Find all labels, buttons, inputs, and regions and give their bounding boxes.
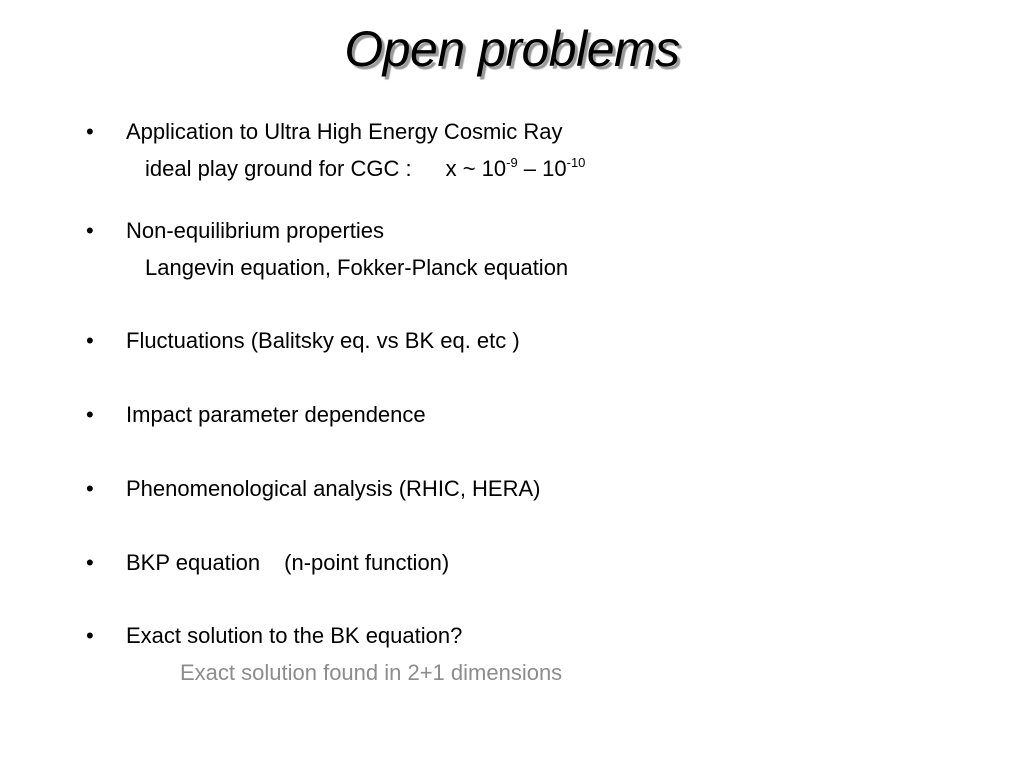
- bullet-icon: •: [86, 402, 94, 427]
- bkp-label: BKP equation: [126, 550, 261, 575]
- bullet-item-fluctuations: Fluctuations (Balitsky eq. vs BK eq. etc ): [126, 328, 520, 353]
- bullet-item-non-equilibrium: Non-equilibrium properties: [126, 218, 385, 243]
- x-range-exponent-2: -10: [566, 155, 586, 170]
- bullet-icon: •: [86, 218, 94, 243]
- bullet-icon: •: [86, 328, 94, 353]
- bullet-item-bkp: [126, 550, 449, 576]
- bullet-note-2plus1: Exact solution found in 2+1 dimensions: [180, 660, 563, 685]
- bullet-subtext-cgc: [145, 156, 585, 182]
- bullet-item-phenomenology: Phenomenological analysis (RHIC, HERA): [126, 476, 541, 501]
- bullet-icon: •: [86, 119, 94, 144]
- x-range-dash: – 10: [517, 156, 567, 181]
- bullet-item-exact-solution: Exact solution to the BK equation?: [126, 623, 463, 648]
- bullet-subtext-langevin: Langevin equation, Fokker-Planck equation: [145, 255, 569, 280]
- x-range-exponent-1: -9: [506, 155, 518, 170]
- bullet-icon: •: [86, 550, 94, 575]
- bullet-item-impact-parameter: Impact parameter dependence: [126, 402, 426, 427]
- cgc-prefix: ideal play ground for CGC :: [145, 156, 412, 181]
- bullet-icon: •: [86, 623, 94, 648]
- slide-title: Open problems: [344, 21, 680, 77]
- x-range-base: x ~ 10: [445, 156, 507, 181]
- bullet-item-uhecr: Application to Ultra High Energy Cosmic Ray: [126, 119, 563, 144]
- bkp-extra: (n-point function): [284, 550, 450, 575]
- bullet-icon: •: [86, 476, 94, 501]
